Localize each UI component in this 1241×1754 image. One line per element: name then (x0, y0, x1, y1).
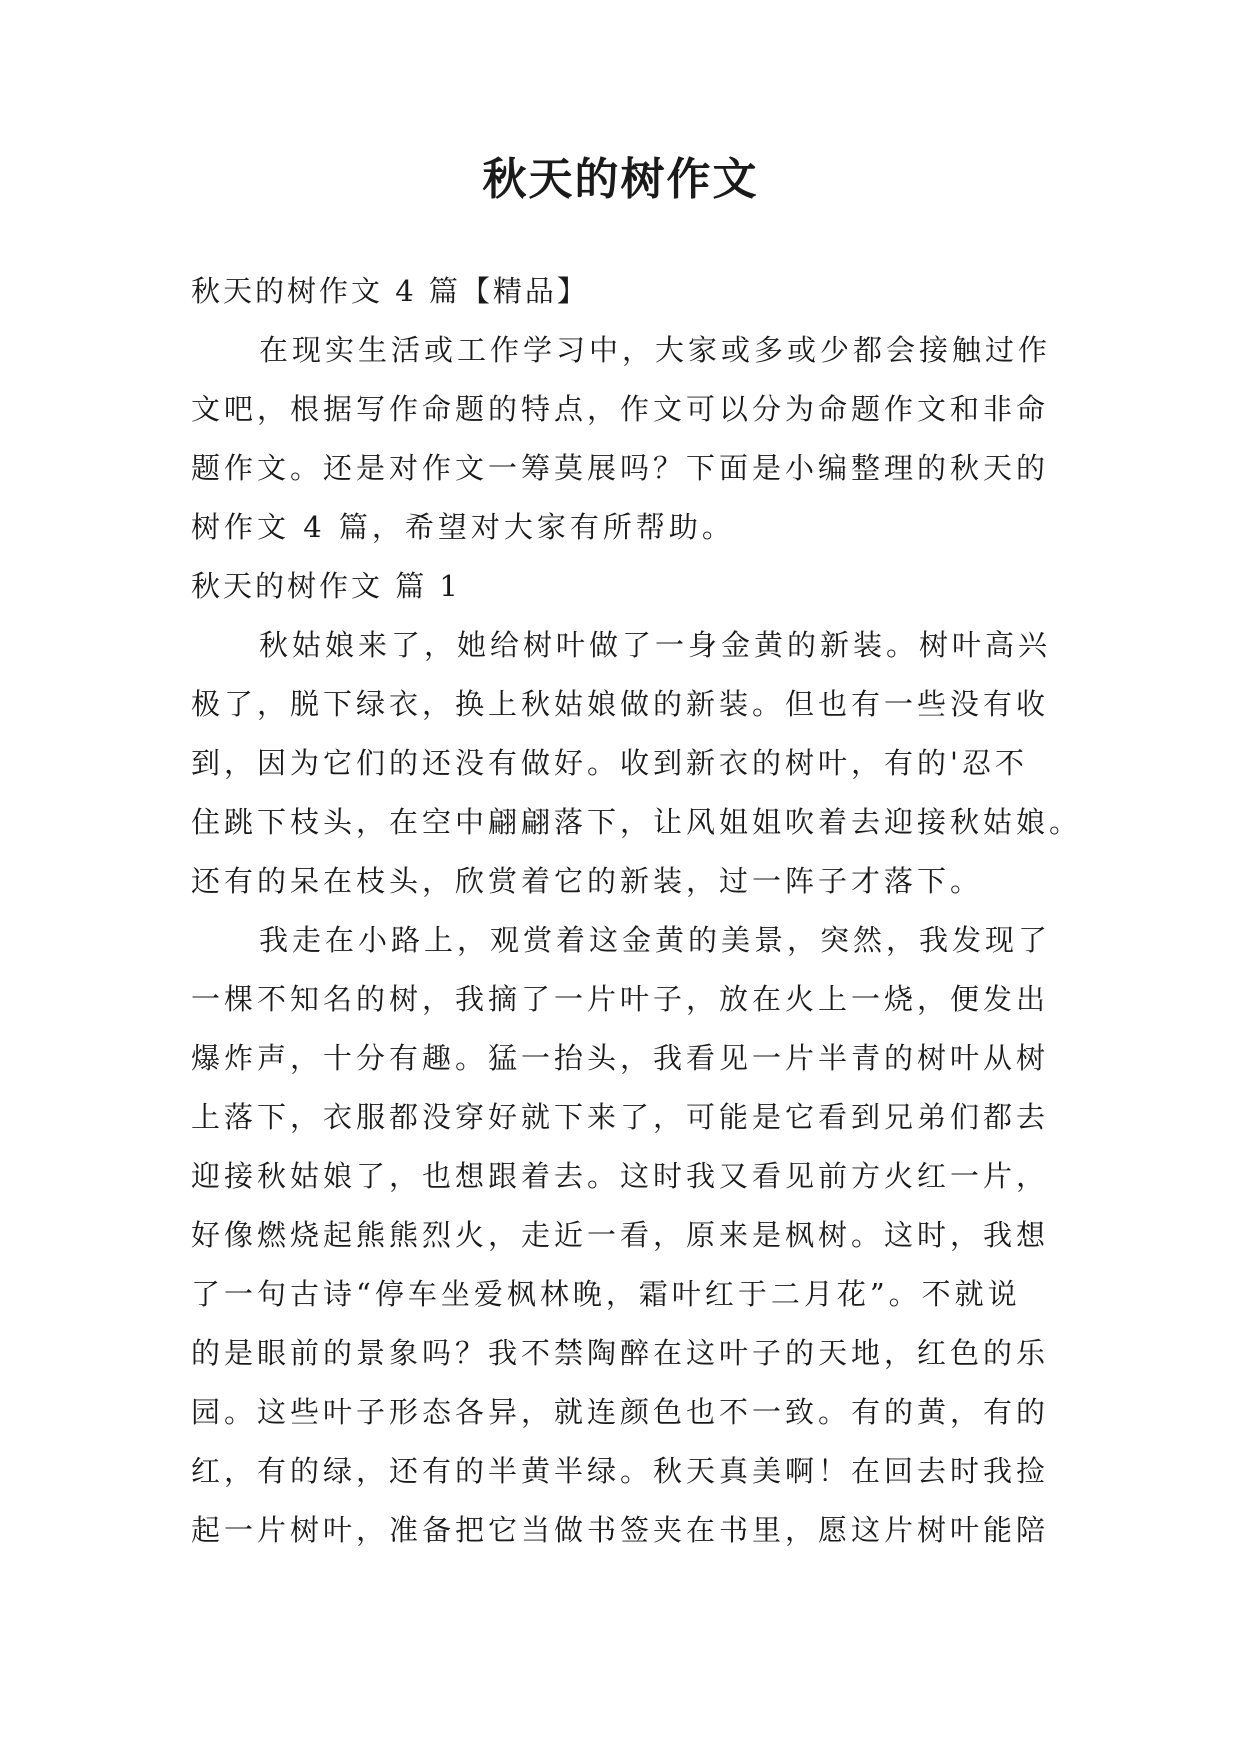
paragraph-line: 极了，脱下绿衣，换上秋姑娘做的新装。但也有一些没有收 (191, 687, 1050, 721)
section-heading: 秋天的树作文 篇 1 (191, 569, 461, 603)
document-body (191, 262, 1083, 1560)
paragraph-line: 了一句古诗“停车坐爱枫林晚，霜叶红于二月花”。不就说 (191, 1277, 1021, 1311)
paragraph-line: 树作文 4 篇，希望对大家有所帮助。 (191, 510, 735, 544)
paragraph-line: 在现实生活或工作学习中，大家或多或少都会接触过作 (259, 333, 1052, 367)
section-1-paragraph-1 (191, 616, 1083, 911)
paragraph-line: 迎接秋姑娘了，也想跟着去。这时我又看见前方火红一片， (191, 1159, 1050, 1193)
page-title: 秋天的树作文 (482, 154, 759, 205)
paragraph-line: 一棵不知名的树，我摘了一片叶子，放在火上一烧，便发出 (191, 982, 1050, 1016)
paragraph-line: 秋姑娘来了，她给树叶做了一身金黄的新装。树叶高兴 (259, 628, 1052, 662)
intro-paragraph (191, 321, 1051, 557)
paragraph-line: 起一片树叶，准备把它当做书签夹在书里，愿这片树叶能陪 (191, 1513, 1050, 1547)
paragraph-line: 还有的呆在枝头，欣赏着它的新装，过一阵子才落下。 (191, 864, 984, 898)
paragraph-line: 上落下，衣服都没穿好就下来了，可能是它看到兄弟们都去 (191, 1100, 1050, 1134)
paragraph-line: 我走在小路上，观赏着这金黄的美景，突然，我发现了 (259, 923, 1052, 957)
paragraph-line: 爆炸声，十分有趣。猛一抬头，我看见一片半青的树叶从树 (191, 1041, 1050, 1075)
paragraph-line: 的是眼前的景象吗？我不禁陶醉在这叶子的天地，红色的乐 (191, 1336, 1050, 1370)
paragraph-line: 文吧，根据写作命题的特点，作文可以分为命题作文和非命 (191, 392, 1050, 426)
paragraph-line: 红，有的绿，还有的半黄半绿。秋天真美啊！在回去时我捡 (191, 1454, 1050, 1488)
paragraph-line: 到，因为它们的还没有做好。收到新衣的树叶，有的'忍不 (191, 746, 1028, 780)
paragraph-line: 题作文。还是对作文一筹莫展吗？下面是小编整理的秋天的 (191, 451, 1050, 485)
document-subtitle: 秋天的树作文 4 篇【精品】 (191, 274, 589, 308)
section-1-paragraph-2 (191, 911, 1051, 1560)
paragraph-line: 园。这些叶子形态各异，就连颜色也不一致。有的黄，有的 (191, 1395, 1050, 1429)
paragraph-line: 好像燃烧起熊熊烈火，走近一看，原来是枫树。这时，我想 (191, 1218, 1050, 1252)
paragraph-line: 住跳下枝头，在空中翩翩落下，让风姐姐吹着去迎接秋姑娘。 (191, 805, 1083, 839)
